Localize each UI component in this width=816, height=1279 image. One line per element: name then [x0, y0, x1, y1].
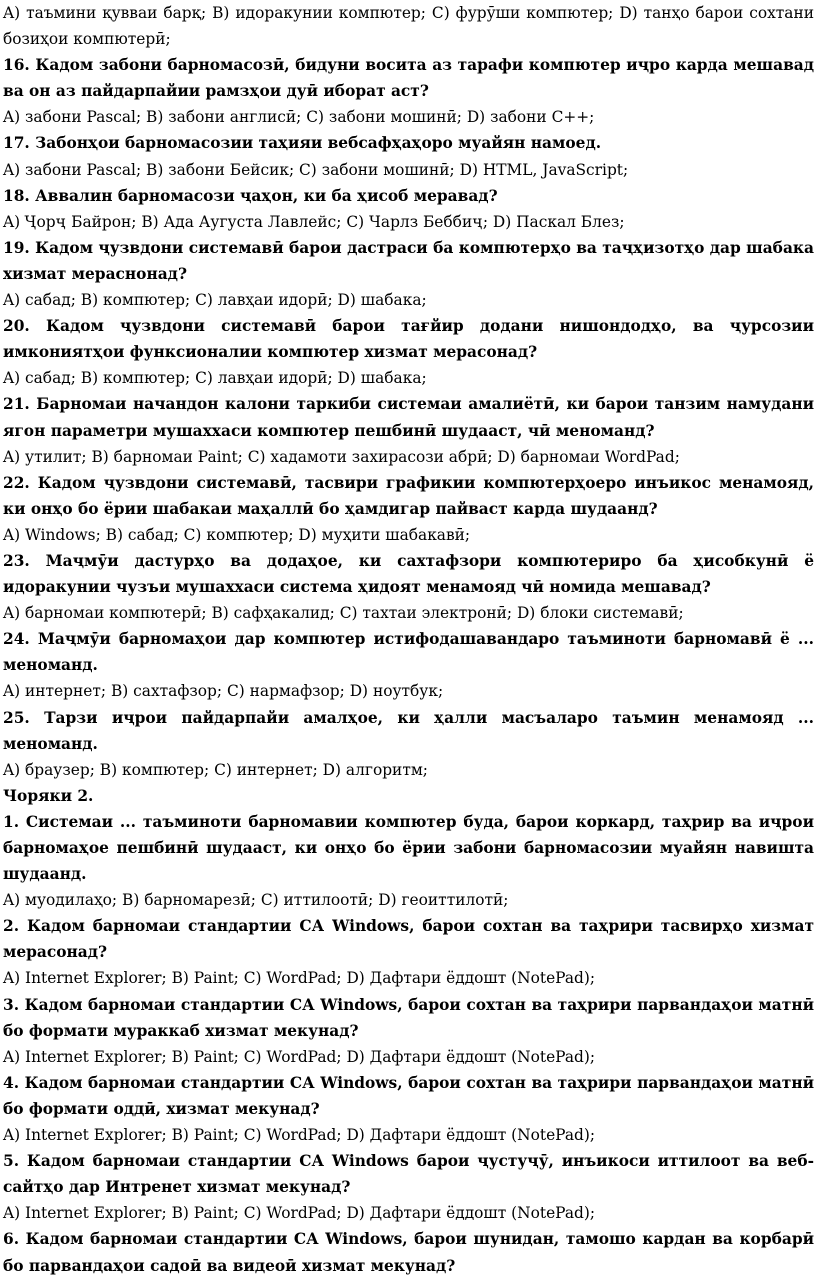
question-18: 18. Аввалин барномасози ҷаҳон, ки ба ҳисоб меравад? — [3, 186, 498, 205]
answer-options-q2-1: A) муодилаҳо; B) барномарезӣ; C) иттилоотӣ; D) геоиттилотӣ; — [3, 891, 509, 910]
question-19: 19. Кадом ҷузвдони системавӣ барои дастраси ба компютерҳо ва таҷҳизотҳо дар шабака хизмат мераснонад? — [3, 238, 814, 283]
question-q2-5: 5. Кадом барномаи стандартии СА Windows барои ҷустуҷӯ, инъикоси иттилоот ва веб-сайтҳо дар Интренет хизмат мекунад? — [3, 1152, 814, 1197]
question-q2-3: 3. Кадом барномаи стандартии СА Windows, барои сохтан ва таҳрири парвандаҳои матнӣ бо формати мураккаб хизмат мекунад? — [3, 995, 814, 1040]
answer-options-19: A) сабад; B) компютер; C) лавҳаи идорӣ; D) шабака; — [3, 291, 427, 310]
answer-options-q2-3: A) Internet Explorer; B) Paint; C) WordPad; D) Дафтари ёддошт (NotePad); — [3, 1047, 596, 1066]
answer-options-23: A) барномаи компютерӣ; B) сафҳакалид; C) тахтаи электронӣ; D) блоки системавӣ; — [3, 604, 684, 623]
question-23: 23. Маҷмӯи дастурҳо ва додаҳое, ки сахтафзори компютериро ба ҳисобкунӣ ё идоракунии чузъи мушаххаси система ҳидоят менамояд чӣ номида мешавад? — [3, 551, 814, 597]
answer-options-17: A) забони Pascal; B) забони Бейсик; C) забони мошинӣ; D) HTML, JavaScript; — [3, 160, 629, 179]
answer-options-20: A) сабад; B) компютер; C) лавҳаи идорӣ; D) шабака; — [3, 369, 427, 388]
answer-options-q2-4: A) Internet Explorer; B) Paint; C) WordPad; D) Дафтари ёддошт (NotePad); — [3, 1126, 596, 1145]
answer-options-22: A) Windows; B) сабад; C) компютер; D) муҳити шабакавӣ; — [3, 525, 471, 544]
question-22: 22. Кадом ҷузвдони системавӣ, тасвири графикии компютерҳоеро инъикос менамояд, ки онҳо бо ёрии шабакаи маҳаллӣ бо ҳамдигар пайваст карда шудаанд? — [3, 473, 814, 518]
question-q2-1: 1. Системаи ... таъминоти барномавии компютер буда, барои коркард, таҳрир ва иҷрои барномаҳое пешбинӣ шудааст, ки онҳо бо ёрии забони барномасозии муайян навишта шудаанд. — [3, 812, 814, 884]
section-heading: Чоряки 2. — [3, 786, 94, 805]
answer-options-15: A) таъмини қувваи барқ; B) идоракунии компютер; C) фурӯши компютер; D) танҳо барои сохтани бозиҳои компютерӣ; — [3, 4, 814, 49]
question-16: 16. Кадом забони барномасозӣ, бидуни восита аз тарафи компютер иҷро карда мешавад ва он аз пайдарпайии рамзҳои дуӣ иборат аст? — [3, 56, 814, 101]
question-q2-2: 2. Кадом барномаи стандартии СА Windows, барои сохтан ва таҳрири тасвирҳо хизмат мерасонад? — [3, 917, 814, 962]
answer-options-25: A) браузер; B) компютер; C) интернет; D) алгоритм; — [3, 760, 428, 779]
answer-options-21: A) утилит; B) барномаи Paint; C) хадамоти захирасози абрӣ; D) барномаи WordPad; — [3, 447, 680, 466]
question-20: 20. Кадом ҷузвдони системавӣ барои тағйир додани нишондодҳо, ва ҷурсозии имкониятҳои функсионалии компютер хизмат мерасонад? — [3, 317, 814, 362]
answer-options-q2-2: A) Internet Explorer; B) Paint; C) WordPad; D) Дафтари ёддошт (NotePad); — [3, 969, 596, 988]
question-24: 24. Маҷмӯи барномаҳои дар компютер истифодашавандаро таъминоти барномавӣ ё ... меноманд. — [3, 630, 814, 675]
question-q2-4: 4. Кадом барномаи стандартии СА Windows, барои сохтан ва таҳрири парвандаҳои матнӣ бо формати оддӣ, хизмат мекунад? — [3, 1073, 814, 1118]
question-17: 17. Забонҳои барномасозии таҳияи вебсафҳаҳоро муайян намоед. — [3, 134, 602, 153]
answer-options-16: A) забони Pascal; B) забони англисӣ; C) забони мошинӣ; D) забони C++; — [3, 108, 595, 127]
question-q2-6: 6. Кадом барномаи стандартии СА Windows, барои шунидан, тамошо кардан ва корбарӣ бо парвандаҳои садоӣ ва видеоӣ хизмат мекунад? — [3, 1230, 814, 1275]
question-21: 21. Барномаи начандон калони таркиби системаи амалиётӣ, ки барои танзим намудани ягон параметри мушаххаси компютер пешбинӣ шудааст, чӣ меноманд? — [3, 395, 814, 440]
question-25: 25. Тарзи иҷрои пайдарпайи амалҳое, ки ҳалли масъаларо таъмин менамояд ... меноманд. — [3, 708, 814, 753]
answer-options-18: A) Ҷорҷ Байрон; B) Ада Аугуста Лавлейс; C) Чарлз Беббиҷ; D) Паскал Блез; — [3, 212, 625, 231]
answer-options-q2-5: A) Internet Explorer; B) Paint; C) WordPad; D) Дафтари ёддошт (NotePad); — [3, 1204, 596, 1223]
answer-options-24: A) интернет; B) сахтафзор; C) нармафзор; D) ноутбук; — [3, 682, 444, 701]
